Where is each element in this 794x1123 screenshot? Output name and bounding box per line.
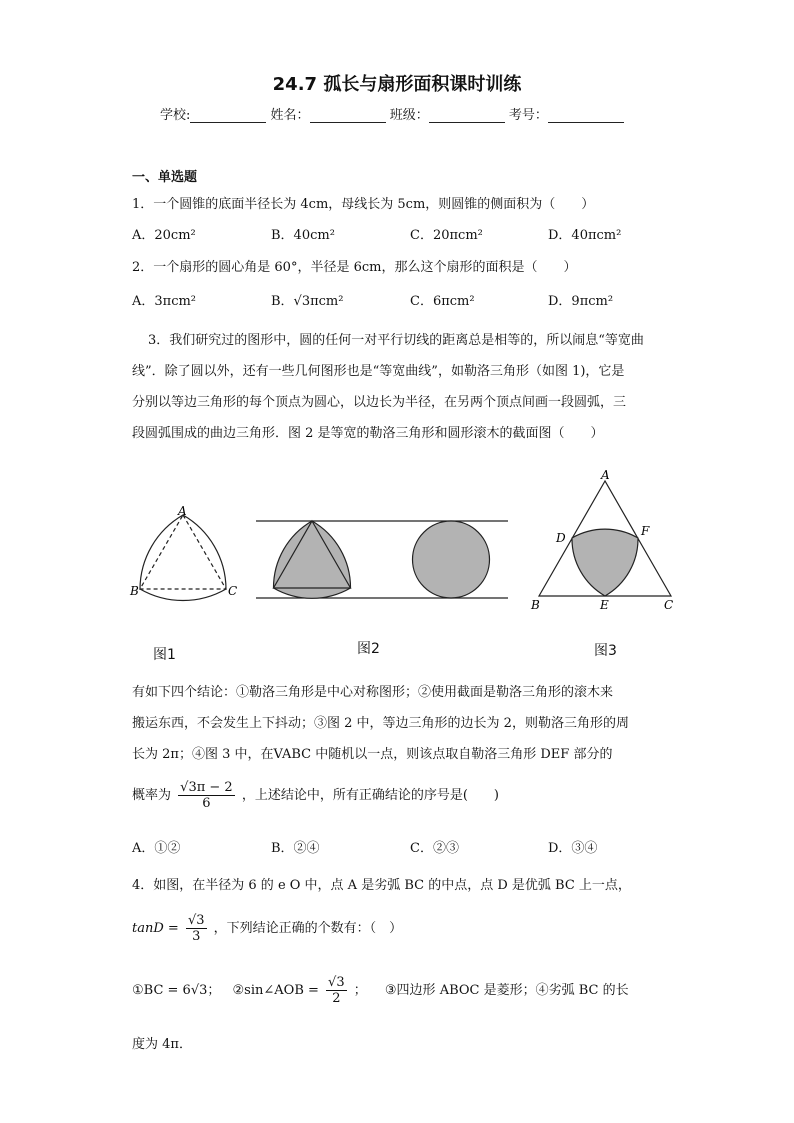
q4-conclusion-2-suffix: ； [353, 983, 367, 998]
name-blank[interactable] [310, 108, 386, 123]
exam-number-label: 考号： [508, 108, 548, 123]
fig3-point-c: C [664, 598, 674, 612]
q1-stem: 1．一个圆锥的底面半径长为 4cm，母线长为 5cm，则圆锥的侧面积为（ ） [132, 197, 595, 212]
q4-conclusion-1: ①BC = 6√3； [132, 983, 221, 998]
q2-stem: 2．一个扇形的圆心角是 60°，半径是 6cm，那么这个扇形的面积是（ ） [132, 260, 577, 275]
q4-tan-fraction [186, 913, 207, 944]
q3-prob-suffix: ，上述结论中，所有正确结论的序号是( ) [241, 788, 499, 803]
q4-tan-suffix: ，下列结论正确的个数有：（ ） [213, 921, 403, 936]
q4-tan-prefix: tanD = [132, 921, 179, 936]
q1-option-c: C．20πcm² [410, 228, 483, 243]
q3-prob-denominator: 6 [202, 796, 211, 811]
q1-option-a: A．20cm² [132, 228, 196, 243]
class-blank[interactable] [429, 108, 505, 123]
figure-1-label: 图1 [153, 647, 176, 663]
student-info-row [160, 104, 624, 123]
school-label: 学校: [160, 108, 191, 123]
q3-line-3: 分别以等边三角形的每个顶点为圆心，以边长为半径，在另两个顶点间画一段圆弧，三 [132, 395, 627, 410]
q4-sin-denominator: 2 [332, 991, 341, 1006]
school-blank[interactable] [190, 108, 266, 123]
q4-stem: 4．如图，在半径为 6 的 e O 中，点 A 是劣弧 BC 的中点，点 D 是优弧 BC 上一点， [132, 878, 631, 893]
q3-option-b: B．②④ [271, 841, 320, 856]
q3-conclusion-line-1: 有如下四个结论：①勒洛三角形是中心对称图形；②使用截面是勒洛三角形的滚木来 [132, 685, 614, 700]
fig3-point-a: A [601, 468, 610, 482]
q4-tan-line [132, 913, 402, 944]
figure-3-label: 图3 [594, 643, 617, 659]
fig3-reuleaux-def [572, 529, 638, 596]
figure-2-rollers [252, 512, 514, 608]
fig3-point-b: B [531, 598, 540, 612]
fig2-circular-roller [413, 521, 490, 598]
figure-2-label: 图2 [357, 641, 380, 657]
name-label: 姓名： [270, 108, 310, 123]
fig3-point-e: E [600, 598, 609, 612]
q3-line-2: 线”．除了圆以外，还有一些几何图形也是“等宽曲线”，如勒洛三角形（如图 1)，它是 [132, 364, 625, 379]
q4-last-line: 度为 4π． [132, 1037, 192, 1052]
fig2-reuleaux-roller [273, 521, 350, 598]
class-label: 班级： [389, 108, 429, 123]
exam-number-blank[interactable] [548, 108, 624, 123]
q2-option-b: B．√3πcm² [271, 294, 344, 309]
figure-1-reuleaux [128, 505, 238, 605]
fig1-point-c: C [228, 584, 238, 598]
q3-prob-numerator: √3π − 2 [180, 780, 233, 795]
page-title: 24.7 孤长与扇形面积课时训练 [272, 74, 522, 95]
fig1-point-a: A [178, 505, 187, 518]
q3-conclusion-line-3: 长为 2π；④图 3 中，在VABC 中随机以一点，则该点取自勒洛三角形 DEF 部分的 [132, 747, 613, 762]
q3-conclusion-line-2: 搬运东西，不会发生上下抖动；③图 2 中，等边三角形的边长为 2，则勒洛三角形的周 [132, 716, 629, 731]
q3-probability-line [132, 780, 499, 811]
q4-tan-denominator: 3 [192, 929, 201, 944]
fig3-point-f: F [641, 524, 650, 538]
q3-option-a: A．①② [132, 841, 181, 856]
q4-conclusion-3-4: ③四边形 ABOC 是菱形；④劣弧 BC 的长 [384, 983, 629, 998]
q2-option-d: D．9πcm² [548, 294, 614, 309]
q4-sin-numerator: √3 [328, 975, 345, 990]
q4-conclusions-line [132, 975, 629, 1006]
q4-tan-numerator: √3 [187, 913, 205, 928]
q4-sin-fraction [326, 975, 347, 1006]
q3-option-d: D．③④ [548, 841, 598, 856]
fig1-reuleaux-outline [140, 515, 226, 601]
q2-option-a: A．3πcm² [132, 294, 197, 309]
q3-line-1: 3．我们研究过的图形中，圆的任何一对平行切线的距离总是相等的，所以闹息“等宽曲 [148, 333, 644, 348]
q3-prob-prefix: 概率为 [132, 788, 172, 803]
q3-option-c: C．②③ [410, 841, 459, 856]
q3-line-4: 段圆弧围成的曲边三角形．图 2 是等宽的勒洛三角形和圆形滚木的截面图（ ） [132, 426, 604, 441]
fig1-point-b: B [130, 584, 139, 598]
fig1-dashed-triangle [140, 515, 226, 589]
section-heading: 一、单选题 [132, 170, 198, 185]
q1-option-d: D．40πcm² [548, 228, 622, 243]
q4-conclusion-2-prefix: ②sin∠AOB = [232, 983, 319, 998]
q1-option-b: B．40cm² [271, 228, 335, 243]
figure-3-triangle [522, 465, 687, 615]
q3-prob-fraction [178, 780, 235, 811]
q2-option-c: C．6πcm² [410, 294, 475, 309]
fig3-point-d: D [556, 531, 566, 545]
